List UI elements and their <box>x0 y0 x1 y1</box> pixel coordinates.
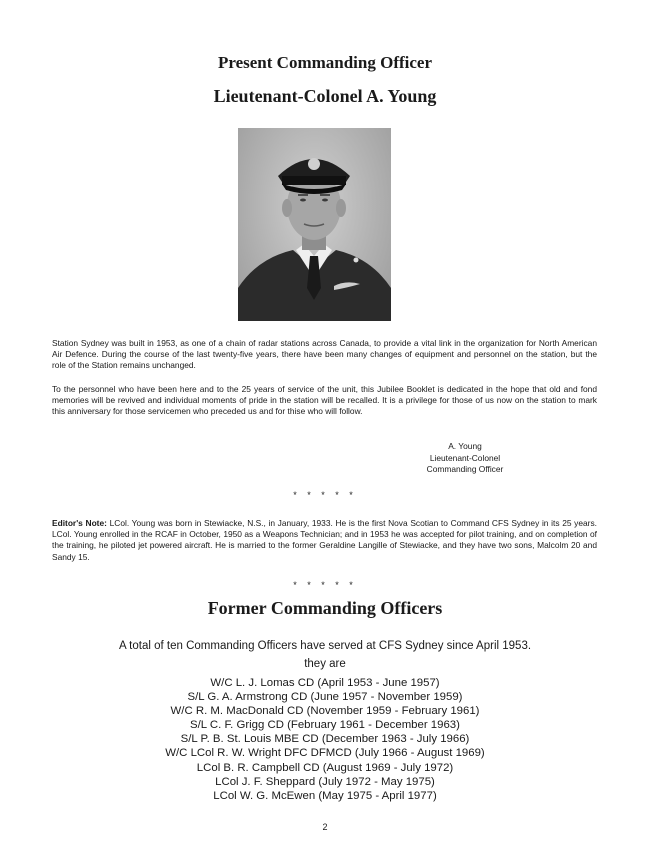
list-item: W/C R. M. MacDonald CD (November 1959 - February 1961) <box>170 705 480 718</box>
former-officers-they-are: they are <box>304 658 346 670</box>
signature-title: Commanding Officer <box>426 464 504 474</box>
former-officers-heading: Former Commanding Officers <box>207 598 443 618</box>
former-officers-intro: A total of ten Commanding Officers have served at CFS Sydney since April 1953. <box>118 640 532 652</box>
officer-name-heading: Lieutenant-Colonel A. Young <box>213 86 437 106</box>
editors-note-text: LCol. Young was born in Stewiacke, N.S., in January, 1933. He is the first Nova Scotian to Command CFS Sydney in its 25 years. LCol. Young enrolled in the RCAF in October, 1950 as a Weapons Technician; and in 1953 he was accepted for pilot training, and on completion of the training, he piloted jet powered aircraft. He is married to the former Geraldine Langille of Stewiacke, and they have two sons, Malcolm 20 and Sandy 15. <box>52 518 597 562</box>
signature-name: A. Young <box>448 441 482 451</box>
list-item: LCol B. R. Campbell CD (August 1969 - July 1972) <box>196 761 454 774</box>
list-item: S/L C. F. Grigg CD (February 1961 - December 1963) <box>190 719 460 732</box>
editors-note <box>52 518 597 563</box>
list-item: W/C L. J. Lomas CD (April 1953 - June 1957) <box>210 677 440 689</box>
signature-rank: Lieutenant-Colonel <box>429 452 501 463</box>
message-paragraph: Station Sydney was built in 1953, as one of a chain of radar stations across Canada, to provide a vital link in the organization for North American Air Defence. During the course of the last twenty-five years, there have been many changes of equipment and personnel on the station, but the role of the Station remains unchanged. <box>52 338 597 371</box>
list-item: W/C LCol R. W. Wright DFC DFMCD (July 1966 - August 1969) <box>165 747 485 760</box>
message-paragraph: To the personnel who have been here and to the 25 years of service of the unit, this Jubilee Booklet is dedicated in the hope that old and fond memories will be revived and individual moments of pride in the station will be recalled. It is a privilege for those of us now on the station to mark this anniversary for those servicemen who preceded us and for thise who will follow. <box>52 384 597 417</box>
list-item: LCol W. G. McEwen (May 1975 - April 1977) <box>213 789 437 802</box>
list-item: S/L G. A. Armstrong CD (June 1957 - November 1959) <box>187 691 463 704</box>
list-item: LCol J. F. Sheppard (July 1972 - May 1975) <box>215 775 435 788</box>
page-number: 2 <box>322 822 328 832</box>
page-heading: Present Commanding Officer <box>217 53 433 72</box>
section-separator: * * * * * <box>293 580 357 590</box>
editors-note-label: Editor's Note: <box>52 518 107 528</box>
list-item: S/L P. B. St. Louis MBE CD (December 1963 - July 1966) <box>180 733 470 746</box>
signature-block <box>395 441 535 476</box>
former-officers-list <box>0 676 650 803</box>
section-separator: * * * * * <box>293 490 357 500</box>
commanding-officer-portrait <box>238 128 391 321</box>
